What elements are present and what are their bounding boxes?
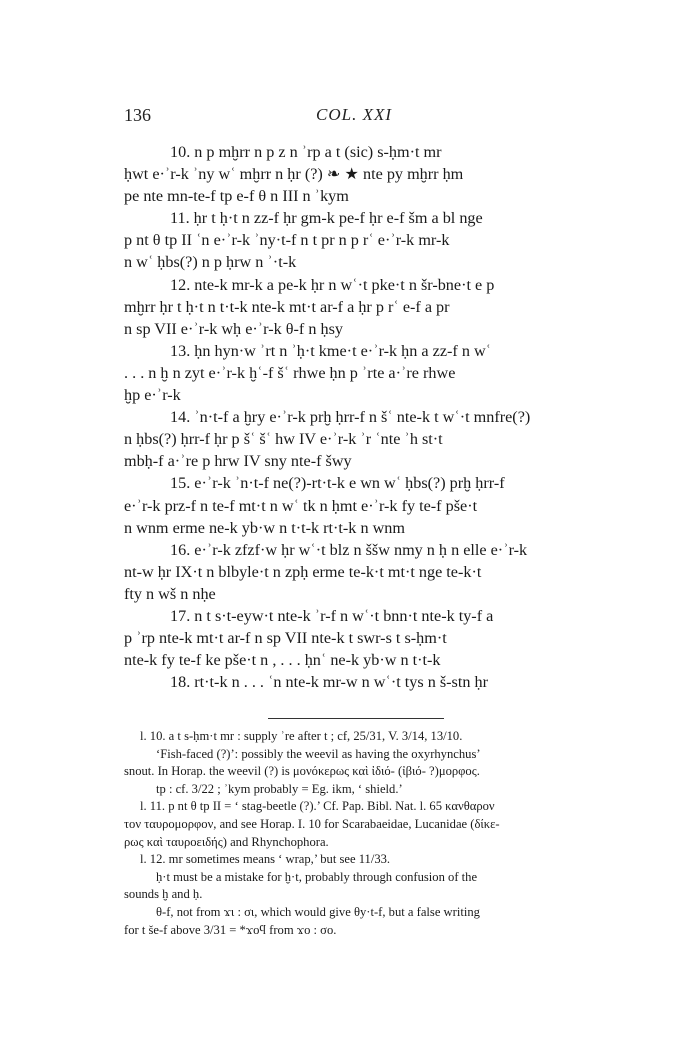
text-line: 13. ḥn hyn·w ʾrt n ʾḥ·t kme·t e·ʾr-k ḥn a zz-f n wʿ — [170, 341, 492, 360]
text-line: n wʿ ḥbs(?) n p ḥrw n ʾ·t-k — [124, 253, 297, 272]
text-line: n ḥbs(?) ḥrr-f ḥr p šʿ šʿ hw IV e·ʾr-k ʾr ʿnte ʾh st·t — [124, 430, 443, 449]
text-line: p nt θ tp II ʿn e·ʾr-k ʾny·t-f n t pr n p rʿ e·ʾr-k mr-k — [124, 231, 450, 250]
text-line: fty n wš n nḥe — [124, 584, 216, 603]
text-line: 17. n t s·t-eyw·t nte-k ʾr-f n wʿ·t bnn·t nte-k ty-f a — [170, 606, 494, 625]
text-line: 11. ḥr t ḥ·t n zz-f ḥr gm-k pe-f ḥr e-f šm a bl nge — [170, 209, 483, 228]
text-line: 16. e·ʾr-k zfzf·w ḥr wʿ·t blz n ššw nmy n ḥ n elle e·ʾr-k — [170, 540, 528, 559]
note-line: l. 11. p nt θ tp II = ‘ stag-beetle (?).’ Cf. Pap. Bibl. Nat. l. 65 κανθαρον — [140, 799, 495, 814]
text-line: mḫrr ḥr t ḥ·t n t·t-k nte-k mt·t ar-f a ḥr p rʿ e-f a pr — [124, 297, 450, 316]
note-line: tp : cf. 3/22 ; ʾkym probably = Eg. ikm, ‘ shield.’ — [156, 781, 403, 796]
text-line: mbḥ-f a·ʾre p hrw IV sny nte-f šwy — [124, 452, 352, 471]
text-line: 14. ʾn·t-f a ḫry e·ʾr-k prḫ ḥrr-f n šʿ nte-k t wʿ·t mnfre(?) — [170, 408, 531, 427]
text-line: . . . n ḫ n zyt e·ʾr-k ḫʿ-f šʿ rhwe ḥn p ʾrte a·ʾre rhwe — [124, 363, 456, 382]
text-line: n sp VII e·ʾr-k wḥ e·ʾr-k θ-f n ḥsy — [124, 319, 343, 338]
text-line: 18. rt·t-k n . . . ʿn nte-k mr-w n wʿ·t tys n š-stn ḥr — [170, 673, 488, 692]
text-line: n wnm erme ne-k yb·w n t·t-k rt·t-k n wnm — [124, 518, 405, 537]
footnote-divider — [268, 718, 444, 719]
text-line: ḥwt e·ʾr-k ʾny wʿ mḫrr n ḥr (?) ❧ ★ nte py mḫrr ḥm — [124, 165, 464, 184]
note-line: for t še-f above 3/31 = *ϫοϥ from ϫο : σο. — [124, 922, 337, 937]
note-line: l. 12. mr sometimes means ‘ wrap,’ but see 11/33. — [140, 852, 391, 867]
text-line: ḫp e·ʾr-k — [124, 386, 181, 405]
note-line: l. 10. a t s-ḥm·t mr : supply ʾre after t ; cf, 25/31, V. 3/14, 13/10. — [140, 729, 463, 743]
note-line: sounds ḫ and ḥ. — [124, 887, 203, 902]
text-line: nte-k fy te-f ke pše·t n , . . . ḥnʿ ne-k yb·w n t·t-k — [124, 651, 441, 670]
transliteration-text — [124, 141, 584, 693]
commentary-notes — [124, 728, 584, 939]
running-header — [124, 105, 584, 129]
text-line: p ʾrp nte-k mt·t ar-f n sp VII nte-k t swr-s t s-ḥm·t — [124, 629, 447, 648]
note-line: ḥ·t must be a mistake for ḫ·t, probably through confusion of the — [156, 869, 478, 884]
note-line: ‘Fish-faced (?)’: possibly the weevil as having the oxyrhynchus’ — [156, 746, 481, 761]
text-line: 10. n p mḫrr n p z n ʾrp a t (sic) s-ḥm·t mr — [170, 143, 442, 161]
column-title: COL. XXI — [316, 105, 392, 124]
page-number: 136 — [124, 105, 151, 125]
note-line: snout. In Horap. the weevil (?) is μονόκερως καὶ ἰδιό- (ἰβιό- ?)μορφος. — [124, 764, 480, 779]
text-line: pe nte mn-te-f tp e-f θ n III n ʾkym — [124, 187, 349, 206]
text-line: 15. e·ʾr-k ʾn·t-f ne(?)-rt·t-k e wn wʿ ḥbs(?) prḫ ḥrr-f — [170, 474, 505, 493]
text-line: nt-w ḥr IX·t n blbyle·t n zpḥ erme te-k·t mt·t nge te-k·t — [124, 562, 482, 581]
note-line: ρως καὶ ταυροειδής) and Rhynchophora. — [124, 834, 329, 849]
text-line: 12. nte-k mr-k a pe-k ḥr n wʿ·t pke·t n šr-bne·t e p — [170, 275, 495, 294]
note-line: θ-f, not from ϫι : σι, which would give θy·t-f, but a false writing — [156, 904, 480, 919]
text-line: e·ʾr-k prz-f n te-f mt·t n wʿ tk n ḥmt e·ʾr-k fy te-f pše·t — [124, 496, 478, 515]
note-line: τον ταυρομορφον, and see Horap. I. 10 for Scarabaeidae, Lucanidae (δίκε- — [124, 816, 500, 831]
